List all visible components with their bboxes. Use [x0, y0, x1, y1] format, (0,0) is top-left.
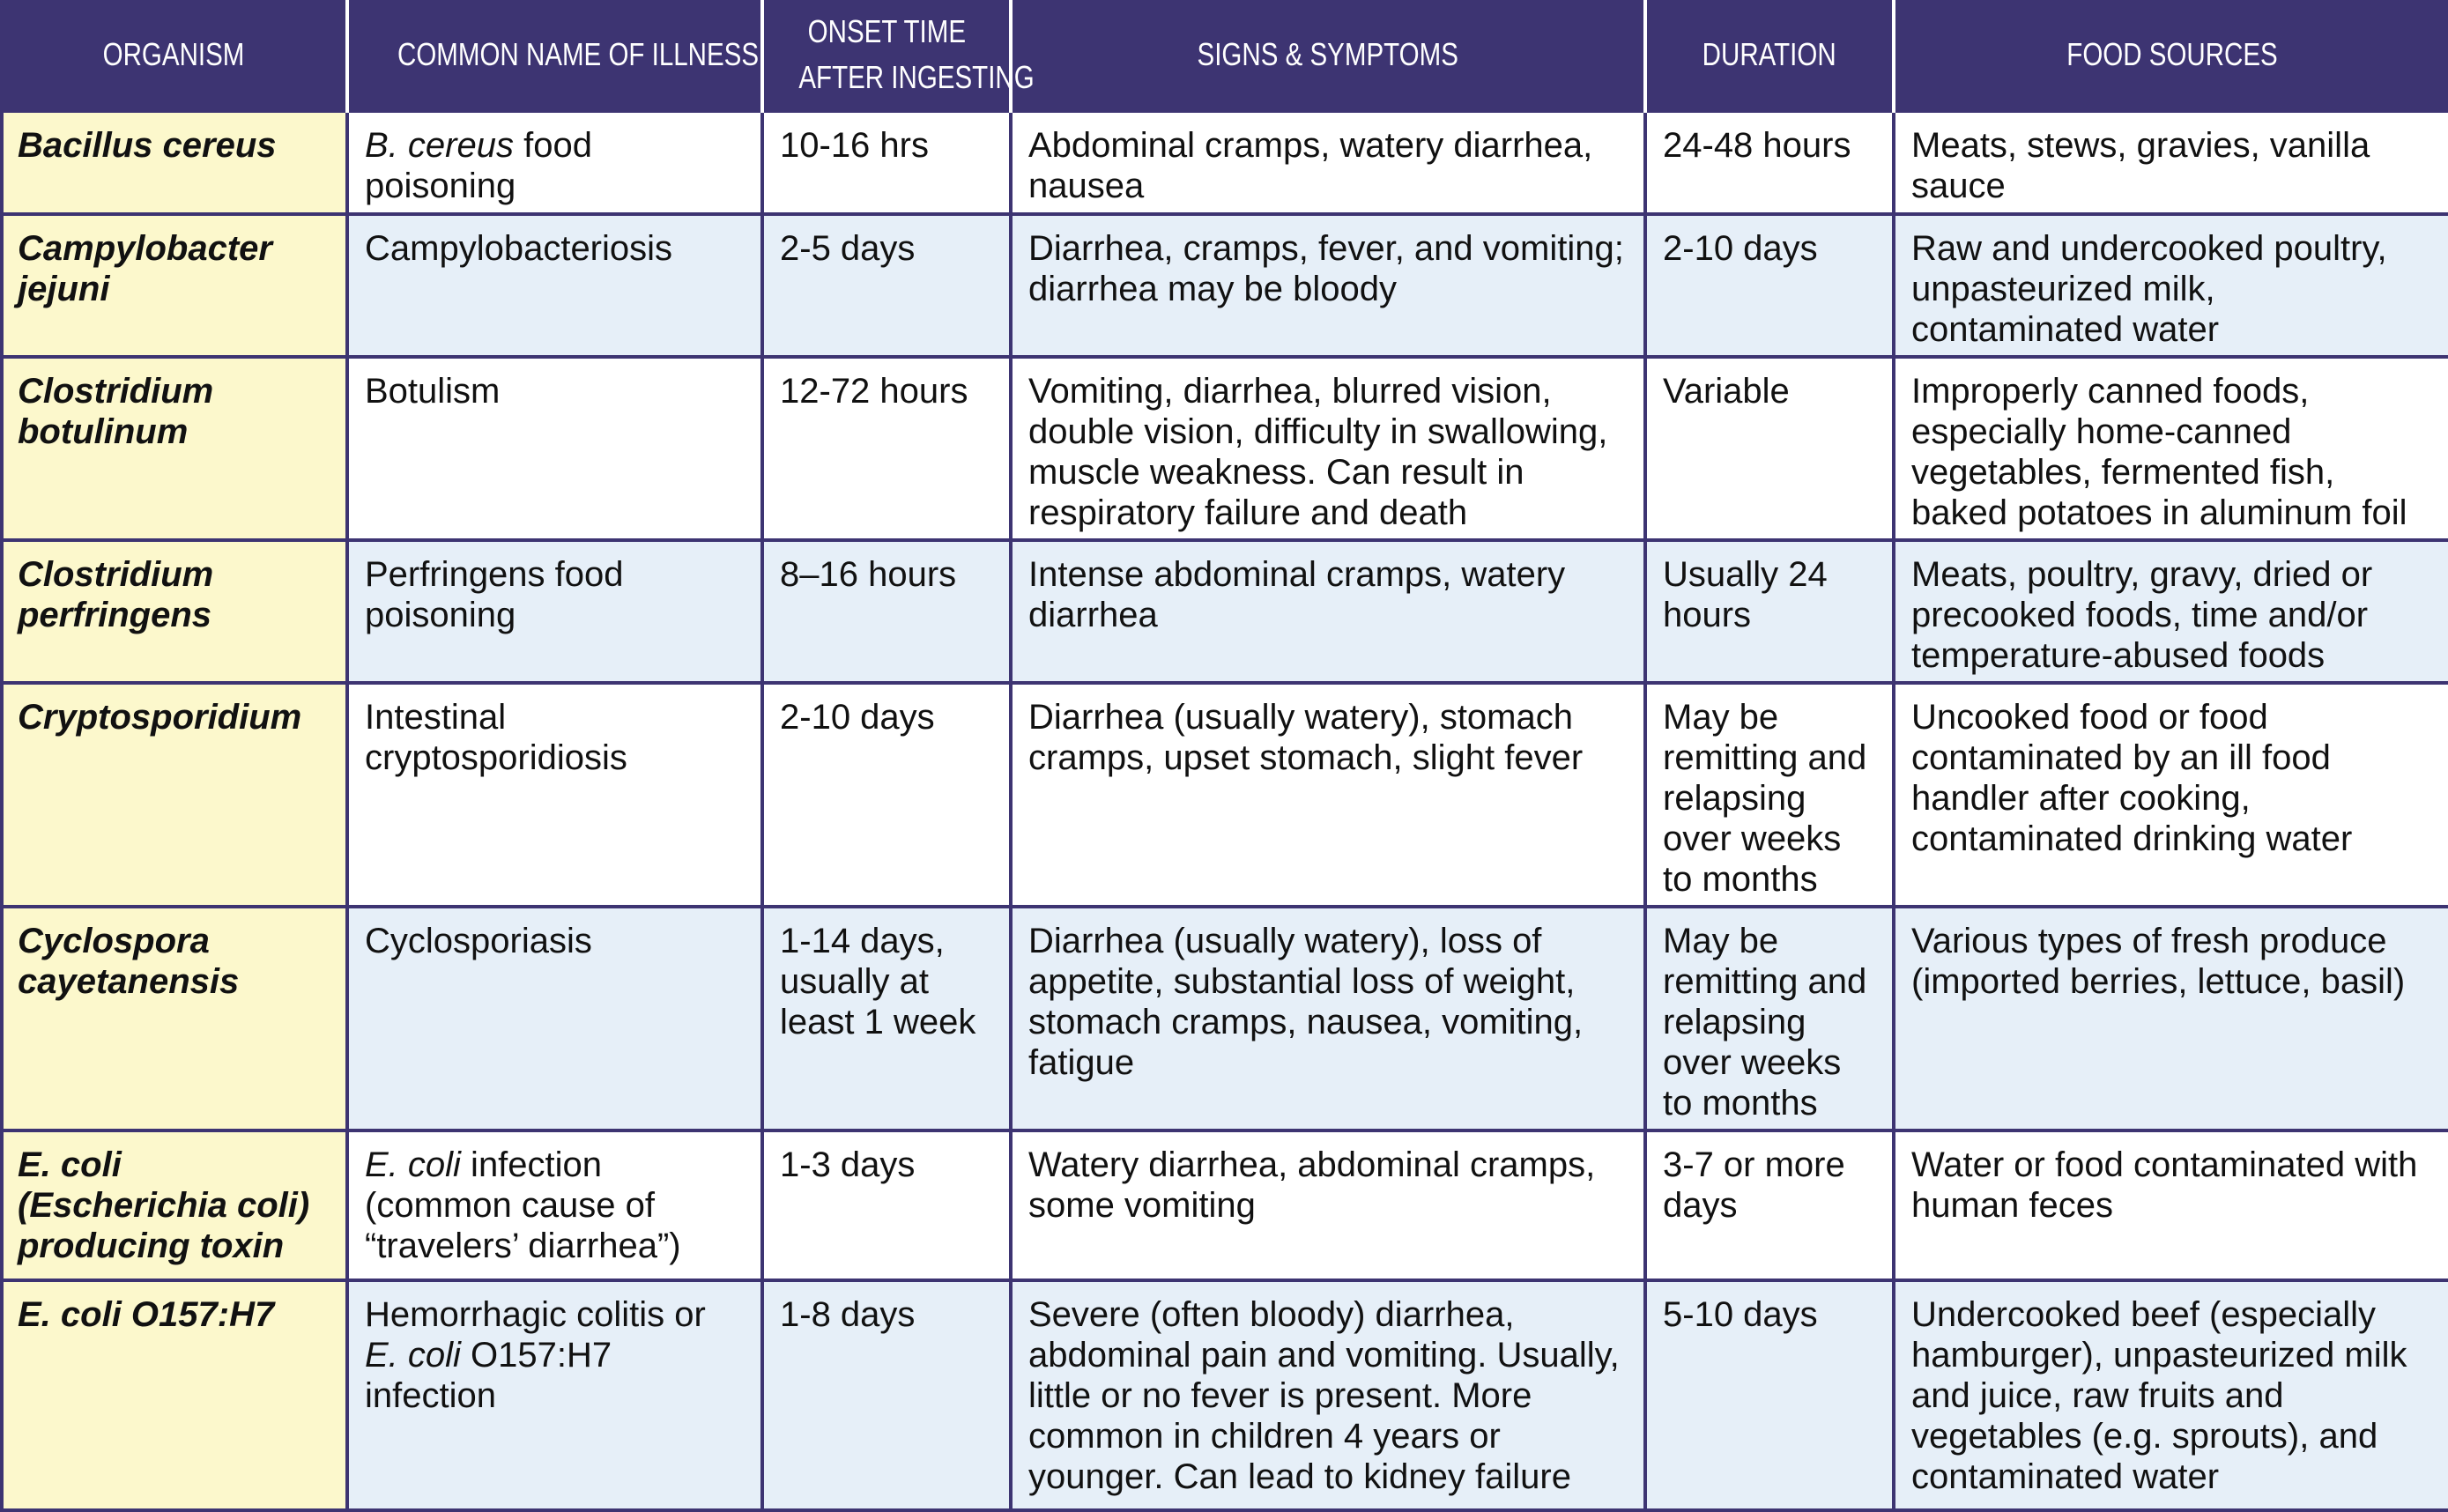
illness-cell: Cyclosporiasis	[347, 907, 762, 1130]
table-row	[2, 540, 2448, 683]
symptoms-cell: Diarrhea (usually watery), stomach cramps, upset stomach, slight fever	[1011, 683, 1645, 907]
table-body	[2, 111, 2448, 1510]
organism-cell: Cryptosporidium	[2, 683, 347, 907]
header-onset-line1: ONSET TIME	[807, 13, 966, 49]
header-row	[2, 0, 2448, 111]
duration-cell: May be remitting and relapsing over weeks to months	[1645, 907, 1894, 1130]
onset-cell: 12-72 hours	[762, 357, 1011, 540]
sources-cell: Improperly canned foods, especially home-canned vegetables, fermented fish, baked potatoes in aluminum foil	[1894, 357, 2448, 540]
onset-cell: 1-3 days	[762, 1130, 1011, 1280]
duration-cell: 5-10 days	[1645, 1280, 1894, 1510]
sources-cell: Raw and undercooked poultry, unpasteurized milk, contaminated water	[1894, 214, 2448, 357]
sources-cell: Undercooked beef (especially hamburger), unpasteurized milk and juice, raw fruits and vegetables (e.g. sprouts), and contaminated water	[1894, 1280, 2448, 1510]
header-organism: ORGANISM	[2, 0, 347, 111]
organism-cell: E. coli O157:H7	[2, 1280, 347, 1510]
table-row	[2, 111, 2448, 214]
symptoms-cell: Vomiting, diarrhea, blurred vision, double vision, difficulty in swallowing, muscle weakness. Can result in respiratory failure and death	[1011, 357, 1645, 540]
illness-cell: B. cereus food poisoning	[347, 111, 762, 214]
illness-cell: E. coli infection (common cause of “travelers’ diarrhea”)	[347, 1130, 762, 1280]
symptoms-cell: Diarrhea (usually watery), loss of appetite, substantial loss of weight, stomach cramps, nausea, vomiting, fatigue	[1011, 907, 1645, 1130]
sources-cell: Uncooked food or food contaminated by an ill food handler after cooking, contaminated drinking water	[1894, 683, 2448, 907]
onset-cell: 2-10 days	[762, 683, 1011, 907]
organism-cell: Bacillus cereus	[2, 111, 347, 214]
organism-cell: Clostridium botulinum	[2, 357, 347, 540]
symptoms-cell: Severe (often bloody) diarrhea, abdominal pain and vomiting. Usually, little or no fever is present. More common in children 4 years or younger. Can lead to kidney failure	[1011, 1280, 1645, 1510]
duration-cell: Variable	[1645, 357, 1894, 540]
onset-cell: 8–16 hours	[762, 540, 1011, 683]
illness-cell: Intestinal cryptosporidiosis	[347, 683, 762, 907]
onset-cell: 10-16 hrs	[762, 111, 1011, 214]
illness-cell: Perfringens food poisoning	[347, 540, 762, 683]
symptoms-cell: Watery diarrhea, abdominal cramps, some vomiting	[1011, 1130, 1645, 1280]
illness-cell: Campylobacteriosis	[347, 214, 762, 357]
onset-cell: 2-5 days	[762, 214, 1011, 357]
sources-cell: Various types of fresh produce (imported berries, lettuce, basil)	[1894, 907, 2448, 1130]
sources-cell: Meats, stews, gravies, vanilla sauce	[1894, 111, 2448, 214]
duration-cell: 2-10 days	[1645, 214, 1894, 357]
duration-cell: Usually 24 hours	[1645, 540, 1894, 683]
header-sources: FOOD SOURCES	[1894, 0, 2448, 111]
symptoms-cell: Intense abdominal cramps, watery diarrhea	[1011, 540, 1645, 683]
sources-cell: Water or food contaminated with human feces	[1894, 1130, 2448, 1280]
onset-cell: 1-14 days, usually at least 1 week	[762, 907, 1011, 1130]
duration-cell: 24-48 hours	[1645, 111, 1894, 214]
illness-cell: Botulism	[347, 357, 762, 540]
header-symptoms: SIGNS & SYMPTOMS	[1011, 0, 1645, 111]
header-duration: DURATION	[1645, 0, 1894, 111]
organism-cell: Cyclospora cayetanensis	[2, 907, 347, 1130]
table-header	[2, 0, 2448, 111]
illness-cell: Hemorrhagic colitis or E. coli O157:H7 infection	[347, 1280, 762, 1510]
sources-cell: Meats, poultry, gravy, dried or precooked foods, time and/or temperature-abused foods	[1894, 540, 2448, 683]
organism-cell: Campylobacter jejuni	[2, 214, 347, 357]
table-row	[2, 683, 2448, 907]
table-row	[2, 357, 2448, 540]
table-row	[2, 1130, 2448, 1280]
symptoms-cell: Abdominal cramps, watery diarrhea, nausea	[1011, 111, 1645, 214]
onset-cell: 1-8 days	[762, 1280, 1011, 1510]
organism-cell: E. coli (Escherichia coli) producing toxin	[2, 1130, 347, 1280]
table-row	[2, 214, 2448, 357]
header-onset-line2: AFTER INGESTING	[798, 59, 1035, 95]
header-illness: COMMON NAME OF ILLNESS	[347, 0, 762, 111]
table-row	[2, 907, 2448, 1130]
duration-cell: May be remitting and relapsing over weeks to months	[1645, 683, 1894, 907]
table-row	[2, 1280, 2448, 1510]
symptoms-cell: Diarrhea, cramps, fever, and vomiting; diarrhea may be bloody	[1011, 214, 1645, 357]
header-onset	[762, 0, 1035, 111]
duration-cell: 3-7 or more days	[1645, 1130, 1894, 1280]
organism-cell: Clostridium perfringens	[2, 540, 347, 683]
